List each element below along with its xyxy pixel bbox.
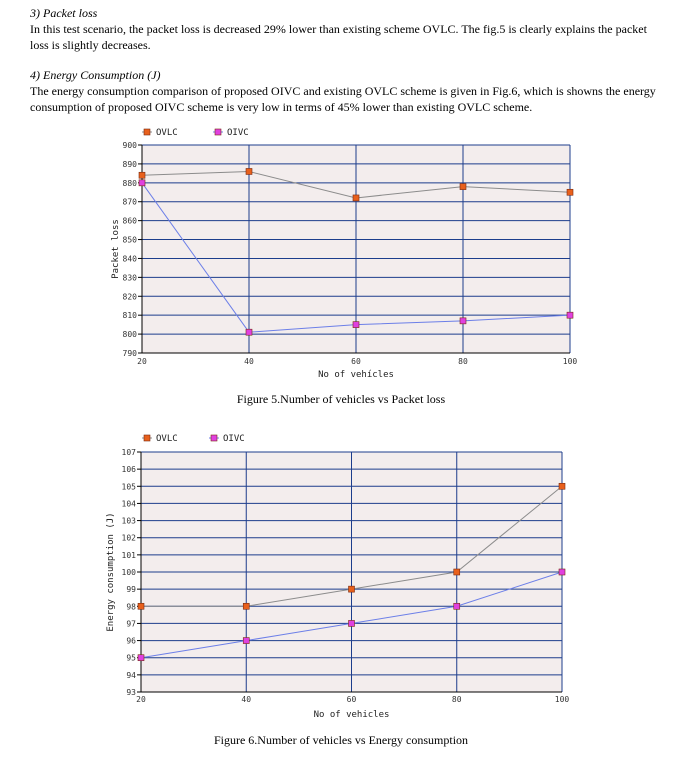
- y-tick-label: 102: [121, 533, 136, 543]
- legend-marker-ovlc: [144, 129, 150, 135]
- data-point-ovlc: [349, 586, 355, 592]
- section-heading-energy: 4) Energy Consumption (J): [30, 68, 161, 82]
- paragraph-packet-loss: In this test scenario, the packet loss is decreased 29% lower than existing scheme OVLC. The fig.5 is clearly explains the packet loss is slightly decreases.: [30, 22, 647, 52]
- legend-label-oivc: OIVC: [227, 128, 249, 138]
- data-point-ovlc: [243, 603, 249, 609]
- x-tick-label: 60: [346, 695, 357, 704]
- chart-packet-loss: [0, 118, 678, 390]
- legend-label-ovlc: OVLC: [156, 128, 178, 138]
- data-point-oivc: [246, 329, 252, 335]
- y-tick-label: 97: [126, 619, 136, 629]
- chart-energy-consumption: [0, 422, 678, 724]
- legend-label-oivc: OIVC: [223, 434, 245, 444]
- x-tick-label: 80: [458, 357, 468, 366]
- paragraph-energy: The energy consumption comparison of proposed OIVC and existing OVLC scheme is given in Fig.6, which is showns the energy consumption of proposed OIVC scheme is very low in terms of 45% lower than existing OVLC scheme.: [30, 84, 656, 114]
- y-tick-label: 840: [122, 254, 137, 264]
- y-tick-label: 830: [122, 273, 137, 283]
- y-tick-label: 800: [122, 330, 137, 340]
- x-tick-label: 20: [136, 695, 146, 704]
- y-tick-label: 93: [126, 688, 136, 697]
- y-tick-label: 98: [126, 602, 136, 612]
- x-tick-label: 100: [562, 357, 578, 366]
- legend-marker-oivc: [211, 435, 217, 441]
- data-point-ovlc: [559, 483, 565, 489]
- x-tick-label: 100: [554, 695, 570, 704]
- data-point-oivc: [243, 638, 249, 644]
- data-point-ovlc: [460, 184, 466, 190]
- y-tick-label: 107: [121, 448, 136, 457]
- x-axis-label: No of vehicles: [313, 710, 390, 720]
- data-point-oivc: [559, 569, 565, 575]
- data-point-ovlc: [454, 569, 460, 575]
- data-point-oivc: [567, 312, 573, 318]
- data-point-ovlc: [246, 168, 252, 174]
- x-tick-label: 60: [351, 357, 361, 366]
- data-point-oivc: [138, 655, 144, 661]
- y-tick-label: 95: [126, 653, 136, 663]
- y-tick-label: 810: [122, 311, 137, 321]
- y-axis-label: Packet loss: [111, 219, 121, 279]
- y-tick-label: 96: [126, 636, 136, 646]
- y-tick-label: 99: [126, 585, 136, 595]
- y-tick-label: 860: [122, 216, 137, 226]
- data-point-oivc: [353, 322, 359, 328]
- x-tick-label: 40: [244, 357, 254, 366]
- figure-6-caption: Figure 6.Number of vehicles vs Energy consumption: [213, 733, 469, 747]
- data-point-oivc: [349, 620, 355, 626]
- data-point-ovlc: [567, 189, 573, 195]
- data-point-oivc: [460, 318, 466, 324]
- y-tick-label: 100: [121, 568, 136, 577]
- y-tick-label: 790: [122, 349, 137, 358]
- legend-marker-ovlc: [144, 435, 150, 441]
- x-tick-label: 80: [451, 695, 462, 704]
- data-point-oivc: [454, 603, 460, 609]
- y-tick-label: 870: [122, 197, 137, 207]
- x-tick-label: 20: [137, 357, 147, 366]
- y-tick-label: 880: [122, 178, 137, 188]
- legend-label-ovlc: OVLC: [156, 434, 178, 444]
- y-tick-label: 101: [121, 550, 136, 560]
- figure-5-caption: Figure 5.Number of vehicles vs Packet loss: [236, 392, 446, 406]
- y-tick-label: 890: [122, 159, 137, 169]
- y-tick-label: 820: [122, 292, 137, 302]
- x-axis-label: No of vehícles: [318, 370, 394, 380]
- y-tick-label: 850: [122, 235, 137, 245]
- y-tick-label: 94: [126, 670, 136, 680]
- x-tick-label: 40: [241, 695, 252, 704]
- data-point-ovlc: [353, 195, 359, 201]
- y-tick-label: 106: [121, 465, 136, 475]
- y-tick-label: 900: [122, 141, 137, 150]
- data-point-oivc: [139, 180, 145, 186]
- data-point-ovlc: [138, 603, 144, 609]
- section-heading-packet-loss: 3) Packet loss: [30, 6, 98, 20]
- y-axis-label: Energy consumption (J): [106, 512, 116, 632]
- legend-marker-oivc: [215, 129, 221, 135]
- y-tick-label: 104: [121, 499, 136, 509]
- y-tick-label: 103: [121, 516, 136, 526]
- y-tick-label: 105: [121, 482, 136, 492]
- data-point-ovlc: [139, 172, 145, 178]
